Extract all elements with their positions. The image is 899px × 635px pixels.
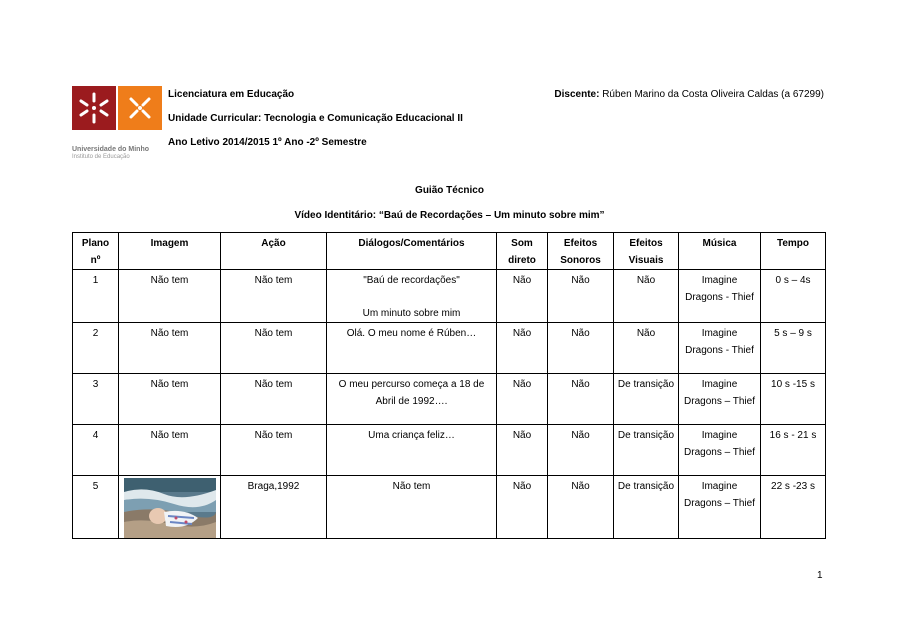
- cell-som: Não: [497, 425, 548, 476]
- table-row: [73, 425, 826, 476]
- cell-som: Não: [497, 323, 548, 374]
- table-row: [73, 270, 826, 323]
- course-name: Licenciatura em Educação: [168, 89, 295, 100]
- header-cell: Imagem: [119, 233, 221, 270]
- table-row: [73, 476, 826, 539]
- header-cell: Som direto: [497, 233, 548, 270]
- header-cell: Diálogos/Comentários: [327, 233, 497, 270]
- dialogo-line: "Baú de recordações": [363, 275, 460, 286]
- student-name: Rúben Marino da Costa Oliveira Caldas (a 67299): [602, 89, 824, 100]
- cell-efeitos-visuais: Não: [614, 270, 679, 323]
- cell-tempo: 5 s – 9 s: [761, 323, 826, 374]
- cell-plano: 2: [73, 323, 119, 374]
- student-label: Discente:: [554, 89, 600, 100]
- table-header-row: [73, 233, 826, 270]
- cell-acao: Braga,1992: [221, 476, 327, 539]
- cell-tempo: 16 s - 21 s: [761, 425, 826, 476]
- header-cell: Música: [679, 233, 761, 270]
- table-row: [73, 323, 826, 374]
- header-cell: Efeitos Sonoros: [548, 233, 614, 270]
- university-name: Universidade do Minho: [72, 146, 150, 153]
- header-cell: Tempo: [761, 233, 826, 270]
- cell-dialogo: Uma criança feliz…: [327, 425, 497, 476]
- student-info: [554, 89, 824, 100]
- cell-som: Não: [497, 374, 548, 425]
- cell-plano: 5: [73, 476, 119, 539]
- cell-efeitos-visuais: Não: [614, 323, 679, 374]
- cell-som: Não: [497, 270, 548, 323]
- cell-imagem: Não tem: [119, 323, 221, 374]
- cell-plano: 3: [73, 374, 119, 425]
- cell-musica: Imagine Dragons – Thief: [679, 374, 761, 425]
- cell-dialogo: O meu percurso começa a 18 de Abril de 1992….: [327, 374, 497, 425]
- dialogo-line: Um minuto sobre mim: [362, 307, 461, 319]
- header-cell: Ação: [221, 233, 327, 270]
- document-title: Guião Técnico: [415, 185, 484, 196]
- baby-photo: [124, 478, 216, 538]
- header-cell: Plano nº: [73, 233, 119, 270]
- cell-musica: Imagine Dragons – Thief: [679, 476, 761, 539]
- cell-efeitos-visuais: De transição: [614, 476, 679, 539]
- cell-plano: 1: [73, 270, 119, 323]
- curricular-unit: Unidade Curricular: Tecnologia e Comunicação Educacional II: [168, 113, 463, 124]
- logo-star-icon: [72, 86, 116, 130]
- cell-acao: Não tem: [221, 374, 327, 425]
- logo-cross-icon: [118, 86, 162, 130]
- cell-som: Não: [497, 476, 548, 539]
- cell-efeitos-sonoros: Não: [548, 270, 614, 323]
- header-cell: Efeitos Visuais: [614, 233, 679, 270]
- cell-musica: Imagine Dragons - Thief: [679, 323, 761, 374]
- cell-tempo: 0 s – 4s: [761, 270, 826, 323]
- cell-efeitos-sonoros: Não: [548, 476, 614, 539]
- logo-orange-square: [118, 86, 162, 130]
- cell-efeitos-sonoros: Não: [548, 425, 614, 476]
- logo-red-square: [72, 86, 116, 130]
- table-row: [73, 374, 826, 425]
- cell-efeitos-visuais: De transição: [614, 425, 679, 476]
- cell-musica: Imagine Dragons - Thief: [679, 270, 761, 323]
- cell-imagem: Não tem: [119, 270, 221, 323]
- cell-tempo: 22 s -23 s: [761, 476, 826, 539]
- cell-plano: 4: [73, 425, 119, 476]
- cell-acao: Não tem: [221, 323, 327, 374]
- baby-photo-image: [124, 478, 216, 538]
- document-subtitle: Vídeo Identitário: “Baú de Recordações – Um minuto sobre mim”: [294, 210, 605, 221]
- institute-name: Instituto de Educação: [72, 154, 130, 160]
- script-table: [72, 232, 826, 539]
- cell-acao: Não tem: [221, 425, 327, 476]
- cell-efeitos-sonoros: Não: [548, 374, 614, 425]
- cell-dialogo: Olá. O meu nome é Rúben…: [327, 323, 497, 374]
- cell-imagem: [119, 476, 221, 539]
- cell-tempo: 10 s -15 s: [761, 374, 826, 425]
- cell-efeitos-sonoros: Não: [548, 323, 614, 374]
- cell-efeitos-visuais: De transição: [614, 374, 679, 425]
- page-number: 1: [817, 570, 823, 581]
- spacer: [330, 290, 493, 306]
- cell-dialogo: [327, 270, 497, 323]
- cell-musica: Imagine Dragons – Thief: [679, 425, 761, 476]
- academic-year: Ano Letivo 2014/2015 1º Ano -2º Semestre: [168, 137, 367, 148]
- cell-dialogo: Não tem: [327, 476, 497, 539]
- cell-acao: Não tem: [221, 270, 327, 323]
- cell-imagem: Não tem: [119, 425, 221, 476]
- cell-imagem: Não tem: [119, 374, 221, 425]
